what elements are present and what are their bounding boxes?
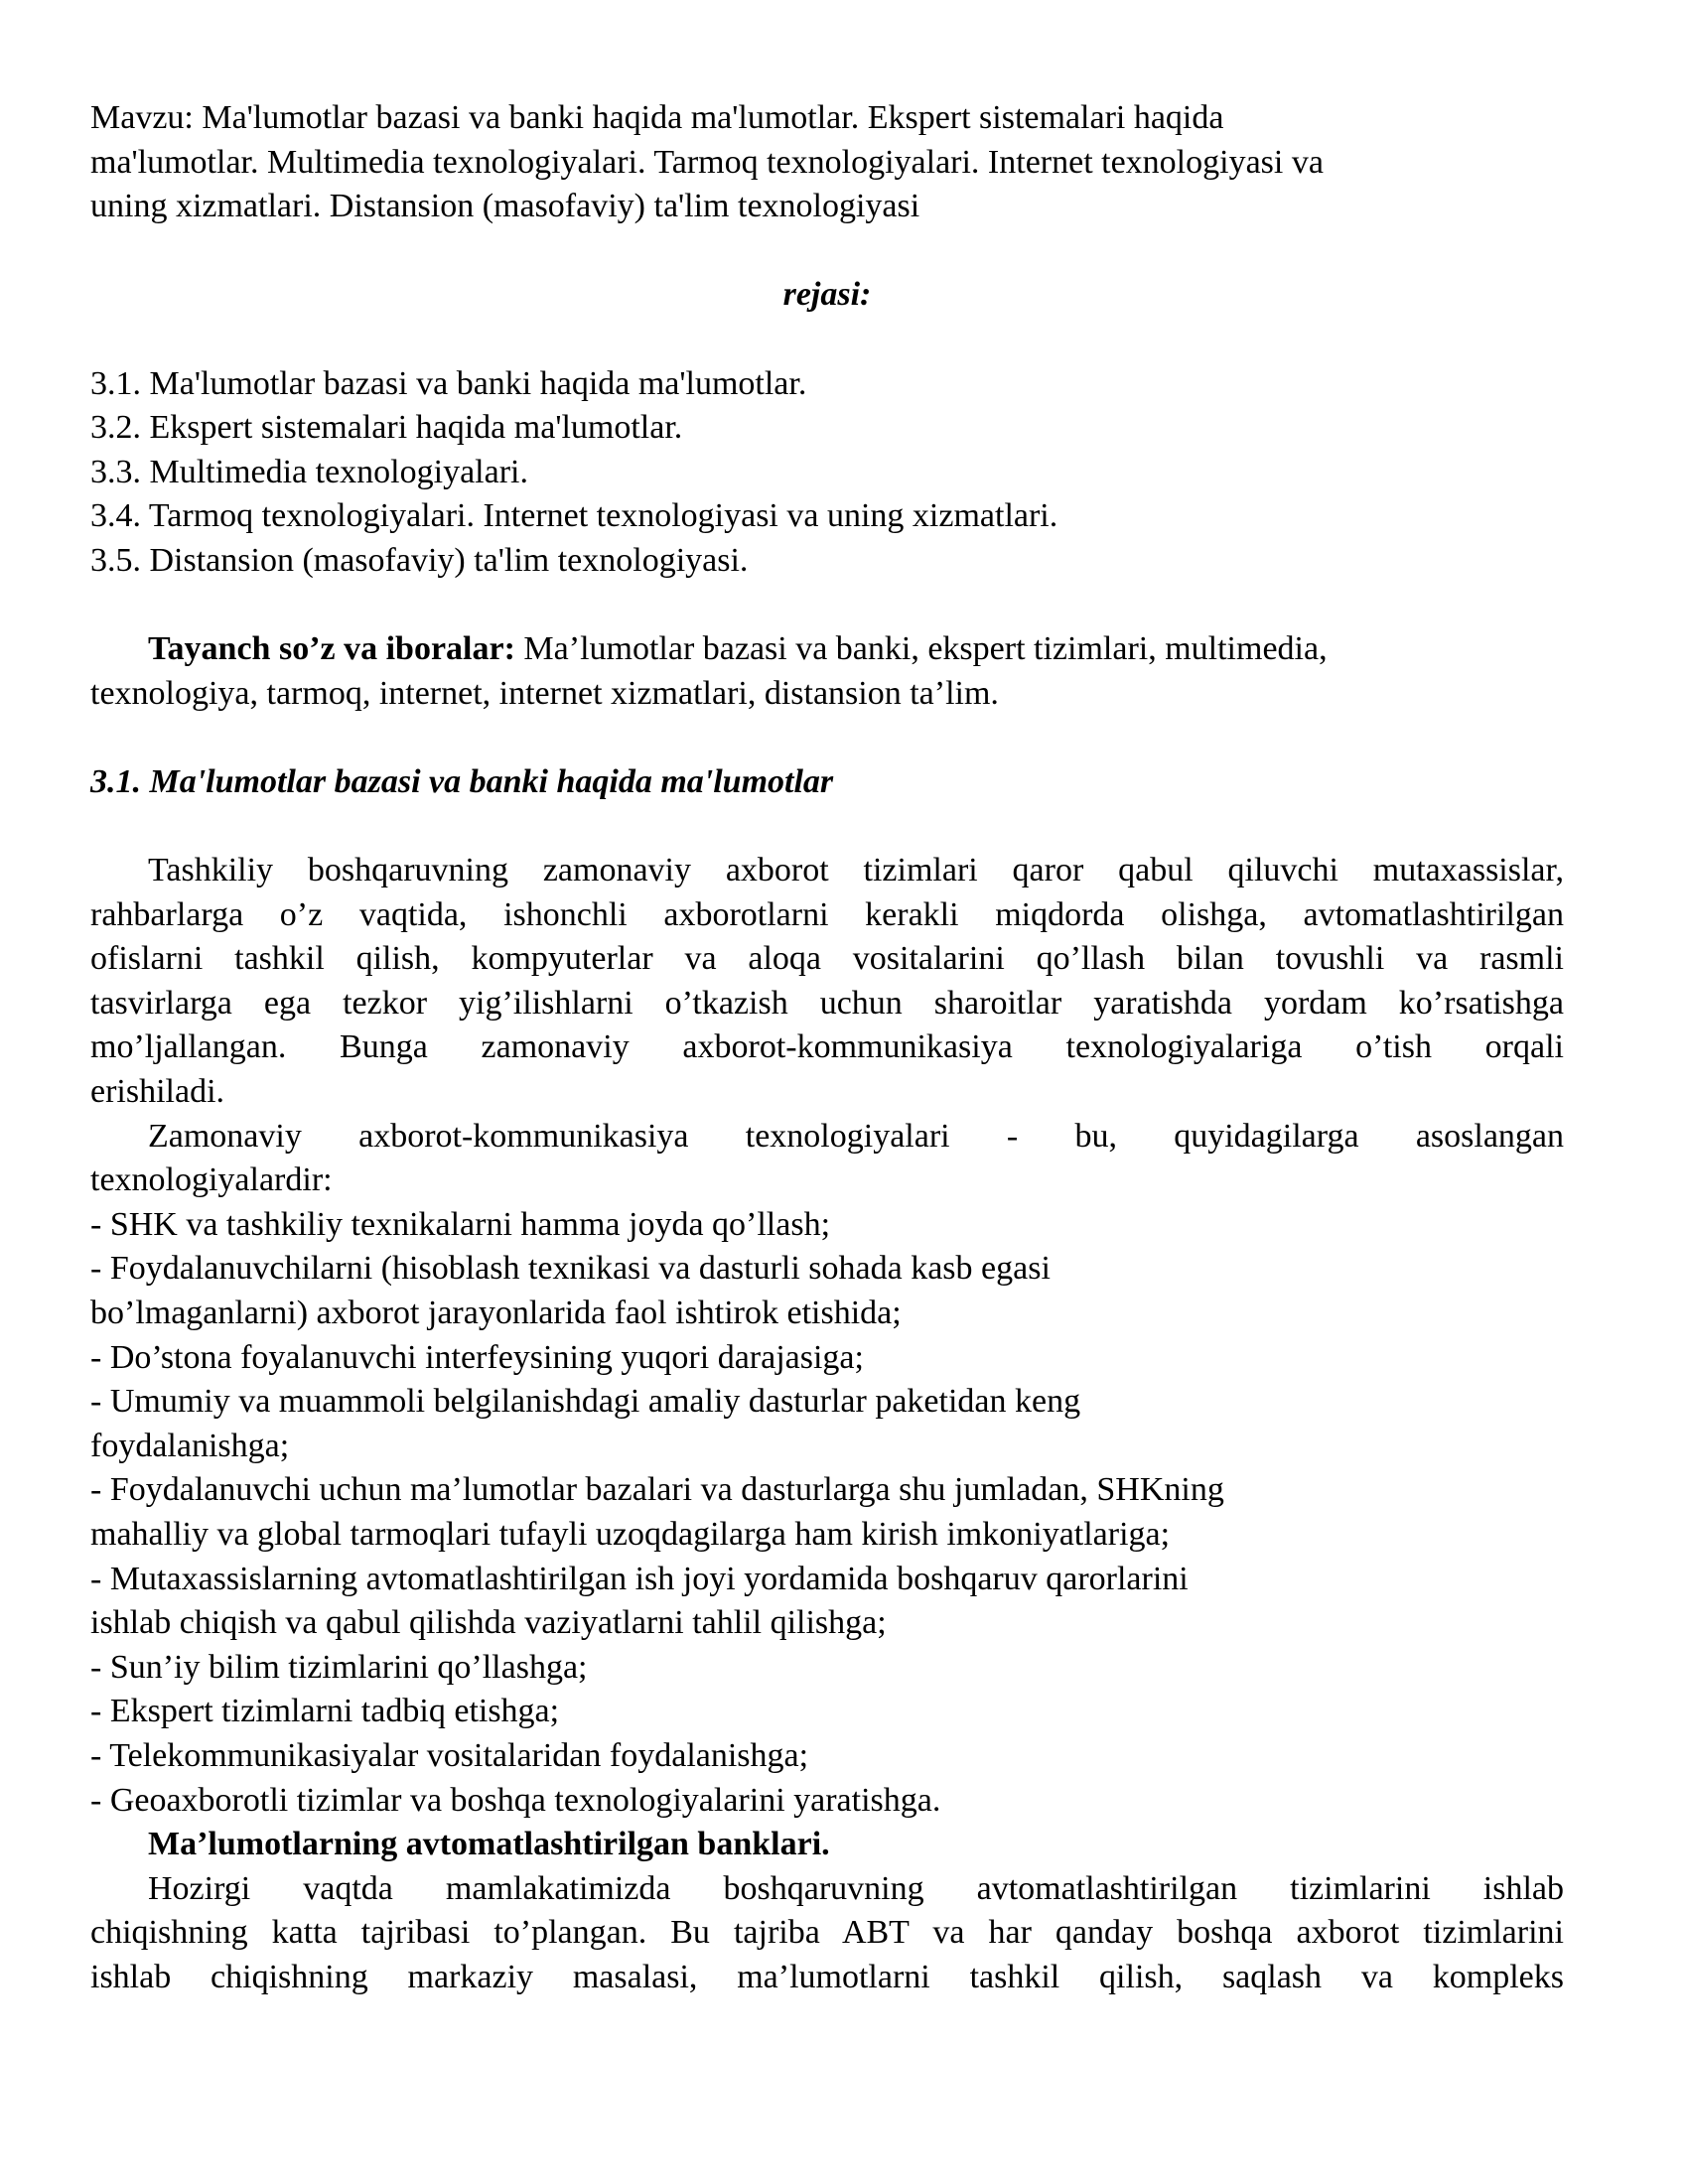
list-item: - Sun’iy bilim tizimlarini qo’llashga;	[90, 1648, 588, 1686]
paragraph-line: Tashkiliy boshqaruvning zamonaviy axborot tizimlari qaror qabul qiluvchi mutaxassislar,	[148, 852, 1564, 889]
keywords-label: Tayanch so’z va iboralar:	[148, 630, 515, 668]
plan-list	[90, 362, 1564, 584]
paragraph-line: Zamonaviy axborot-kommunikasiya texnologiyalari - bu, quyidagilarga asoslangan	[148, 1117, 1564, 1155]
keywords-text: Ma’lumotlar bazasi va banki, ekspert tizimlari, multimedia,	[514, 630, 1328, 668]
list-item: - Ekspert tizimlarni tadbiq etishga;	[90, 1693, 560, 1730]
paragraph-2	[90, 1115, 1564, 1203]
plan-item: 3.5. Distansion (masofaviy) ta'lim texnologiyasi.	[90, 541, 749, 579]
bullet-list	[90, 1203, 1564, 1823]
topic-line: Mavzu: Ma'lumotlar bazasi va banki haqida ma'lumotlar. Ekspert sistemalari haqida	[90, 99, 1224, 136]
topic-line: ma'lumotlar. Multimedia texnologiyalari. Tarmoq texnologiyalari. Internet texnologiyasi va	[90, 143, 1324, 181]
subheading: Ma’lumotlarning avtomatlashtirilgan banklari.	[148, 1826, 830, 1863]
paragraph-line: texnologiyalardir:	[90, 1161, 333, 1199]
plan-item: 3.1. Ma'lumotlar bazasi va banki haqida ma'lumotlar.	[90, 364, 807, 402]
plan-title: rejasi:	[782, 276, 872, 314]
list-item: mahalliy va global tarmoqlari tufayli uzoqdagilarga ham kirish imkoniyatlariga;	[90, 1516, 1171, 1553]
list-item: - Do’stona foyalanuvchi interfeysining yuqori darajasiga;	[90, 1338, 864, 1376]
paragraph-line: Hozirgi vaqtda mamlakatimizda boshqaruvning avtomatlashtirilgan tizimlarini ishlab	[148, 1869, 1564, 1907]
topic-block	[90, 96, 1564, 229]
list-item: - Mutaxassislarning avtomatlashtirilgan ish joyi yordamida boshqaruv qarorlarini	[90, 1560, 1189, 1597]
plan-item: 3.2. Ekspert sistemalari haqida ma'lumotlar.	[90, 409, 683, 447]
paragraph-line: ofislarni tashkil qilish, kompyuterlar va aloqa vositalarini qo’llash bilan tovushli va rasmli	[90, 940, 1564, 978]
paragraph-line: tasvirlarga ega tezkor yig’ilishlarni o’tkazish uchun sharoitlar yaratishda yordam ko’rsatishga	[90, 984, 1564, 1022]
list-item: - Umumiy va muammoli belgilanishdagi amaliy dasturlar paketidan keng	[90, 1383, 1081, 1421]
paragraph-3	[90, 1867, 1564, 2000]
keywords-block	[90, 627, 1564, 716]
list-item: bo’lmaganlarni) axborot jarayonlarida faol ishtirok etishida;	[90, 1295, 902, 1332]
plan-item: 3.3. Multimedia texnologiyalari.	[90, 453, 528, 490]
topic-line: uning xizmatlari. Distansion (masofaviy) ta'lim texnologiyasi	[90, 188, 920, 225]
paragraph-line: rahbarlarga o’z vaqtida, ishonchli axborotlarni kerakli miqdorda olishga, avtomatlashtirilgan	[90, 895, 1564, 933]
list-item: ishlab chiqish va qabul qilishda vaziyatlarni tahlil qilishga;	[90, 1604, 887, 1642]
list-item: - Telekommunikasiyalar vositalaridan foydalanishga;	[90, 1736, 809, 1774]
list-item: - Geoaxborotli tizimlar va boshqa texnologiyalarini yaratishga.	[90, 1781, 941, 1819]
list-item: - SHK va tashkiliy texnikalarni hamma joyda qo’llash;	[90, 1205, 831, 1243]
paragraph-1	[90, 849, 1564, 1115]
list-item: - Foydalanuvchilarni (hisoblash texnikasi va dasturli sohada kasb egasi	[90, 1250, 1051, 1288]
paragraph-line: ishlab chiqishning markaziy masalasi, ma’lumotlarni tashkil qilish, saqlash va kompleks	[90, 1958, 1564, 1995]
list-item: - Foydalanuvchi uchun ma’lumotlar bazalari va dasturlarga shu jumladan, SHKning	[90, 1471, 1224, 1509]
paragraph-line: chiqishning katta tajribasi to’plangan. Bu tajriba ABT va har qanday boshqa axborot tizimlarini	[90, 1914, 1564, 1952]
paragraph-line: erishiladi.	[90, 1073, 225, 1111]
list-item: foydalanishga;	[90, 1427, 290, 1464]
keywords-text: texnologiya, tarmoq, internet, internet xizmatlari, distansion ta’lim.	[90, 674, 999, 712]
document-page	[90, 96, 1564, 2000]
section-heading: 3.1. Ma'lumotlar bazasi va banki haqida ma'lumotlar	[90, 762, 834, 800]
paragraph-line: mo’ljallangan. Bunga zamonaviy axborot-kommunikasiya texnologiyalariga o’tish orqali	[90, 1028, 1564, 1066]
plan-item: 3.4. Tarmoq texnologiyalari. Internet texnologiyasi va uning xizmatlari.	[90, 497, 1058, 535]
